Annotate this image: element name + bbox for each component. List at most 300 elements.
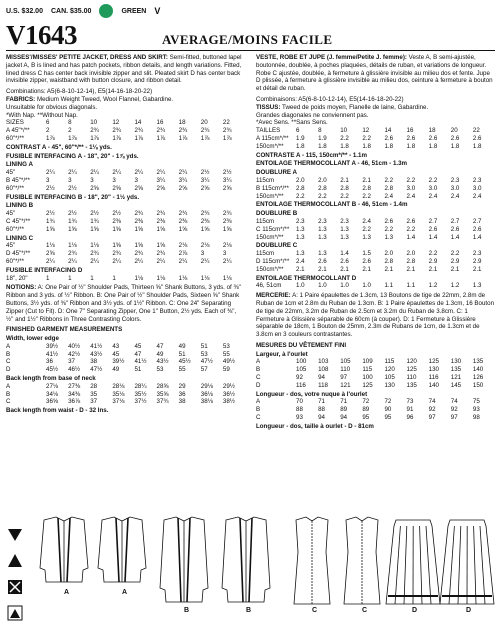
measurement-cell: 118 (318, 382, 340, 390)
yardage-cell: 2¼ (68, 258, 90, 266)
back-length-cell: 36⅞ (68, 398, 90, 406)
yardage-cell: 1.3 (296, 226, 318, 234)
yardage-cell: 1⅝ (201, 226, 223, 234)
measurement-cell: 94 (318, 374, 340, 382)
back-length-cell: 38 (179, 398, 201, 406)
yardage-cell: 1.3 (362, 234, 384, 242)
yardage-section: DOUBLURE C (256, 242, 495, 250)
back-length-cell: 74 (429, 398, 451, 406)
measurement-cell: 57 (201, 366, 223, 374)
english-column (6, 54, 245, 415)
back-length-cell: 70 (296, 398, 318, 406)
yardage-row (6, 169, 245, 177)
unsuitable-note: Grandes diagonales ne conviennent pas. (256, 112, 495, 120)
size-cell: 8 (318, 127, 340, 135)
fabrics-text: Tweed de poids moyen, Flanelle de laine, Gabardine. (280, 104, 428, 111)
measurement-cell: 97 (340, 374, 362, 382)
yardage-cell: 1.8 (362, 143, 384, 151)
yardage-cell: 2.4 (451, 193, 473, 201)
yardage-cell: 2.6 (362, 258, 384, 266)
yardage-section: ENTOILAGE THERMOCOLLANT B - 46, 51cm - 1.4m (256, 201, 495, 209)
yardage-label: 45" (6, 242, 46, 250)
yardage-cells (46, 258, 245, 266)
yardage-cells (46, 250, 245, 258)
size-cell: 16 (407, 127, 429, 135)
back-length-row-label: B (6, 391, 46, 399)
yardage-cell: 2.4 (362, 218, 384, 226)
yardage-cell: 1 (112, 275, 134, 283)
yardage-label: B 115cm*/** (256, 185, 296, 193)
yardage-cell: 2¼ (157, 258, 179, 266)
measurement-cell: 45½ (179, 358, 201, 366)
measurement-cell: 55 (179, 366, 201, 374)
description-title: VESTE, ROBE ET JUPE (J. femme/Petite J. femme): (256, 54, 407, 61)
yardage-section: CONTRAST A - 45", 60"*/** - 1⅛ yds. (6, 144, 245, 152)
back-length-cell: 71 (318, 398, 340, 406)
yardage-cell: 1⅝ (134, 226, 156, 234)
yardage-cell: 2⅝ (201, 185, 223, 193)
yardage-cell: 1⅛ (201, 275, 223, 283)
yardage-cell: 2¼ (90, 169, 112, 177)
measurement-cell: 49 (112, 366, 134, 374)
view-label: B (184, 607, 189, 614)
yardage-cell: 1⅝ (179, 226, 201, 234)
yardage-cell: 2¼ (201, 258, 223, 266)
back-length-cell: 29 (179, 383, 201, 391)
back-length-row-label: B (256, 406, 296, 414)
yardage-cell: 3.0 (473, 185, 495, 193)
measurement-cell: 125 (407, 366, 429, 374)
fabrics-text: Medium Weight Tweed, Wool Flannel, Gabardine. (35, 96, 173, 103)
yardage-row (256, 282, 495, 290)
yardage-label: 115cm (256, 250, 296, 258)
yardage-cell: 2¾ (201, 127, 223, 135)
measurement-cell: 43½ (90, 351, 112, 359)
back-length-cell: 96 (407, 414, 429, 422)
size-cell: 20 (201, 119, 223, 127)
size-cell: 6 (46, 119, 68, 127)
yardage-row (6, 185, 245, 193)
yardage-cells (46, 169, 245, 177)
size-cell: 6 (296, 127, 318, 135)
measurement-cell: 135 (451, 366, 473, 374)
yardage-cell: 2¾ (134, 250, 156, 258)
yardage-cell: 3 (201, 250, 223, 258)
measurement-cell: 100 (296, 358, 318, 366)
measurement-cell: 115 (384, 358, 406, 366)
yardage-row (256, 250, 495, 258)
back-length-cell: 91 (407, 406, 429, 414)
yardage-cell: 1.9 (296, 135, 318, 143)
yardage-cell: 2.6 (451, 226, 473, 234)
yardage-row (6, 242, 245, 250)
yardage-cell: 2.1 (407, 266, 429, 274)
yardage-cell: 2.2 (296, 193, 318, 201)
yardage-cell: 3¼ (179, 177, 201, 185)
measurement-cell: 46½ (68, 366, 90, 374)
yardage-cell: 2¼ (179, 169, 201, 177)
yardage-section: FUSIBLE INTERFACING A - 18", 20" - 1⅞ yds. (6, 153, 245, 161)
back-length-cell: 93 (296, 414, 318, 422)
measurement-cell: 51 (179, 351, 201, 359)
yardage-cell: 1 (90, 275, 112, 283)
back-length-row (256, 406, 495, 414)
yardage-cell: 2¾ (90, 250, 112, 258)
back-length-row-label: C (6, 398, 46, 406)
yardage-section: LINING A (6, 161, 245, 169)
yardage-cell: 2.6 (473, 135, 495, 143)
measurement-cells (46, 351, 245, 359)
measurement-cell: 103 (318, 358, 340, 366)
yardage-cells (46, 275, 245, 283)
back-length-cell: 28⅝ (157, 383, 179, 391)
back-length-cell: 28⅛ (112, 383, 134, 391)
yardage-cell: 1.2 (429, 282, 451, 290)
yardage-cell: 2¼ (157, 169, 179, 177)
yardage-section: ENTOILAGE THERMOCOLLANT A - 46, 51cm - 1.3m (256, 160, 495, 168)
back-length-cell: 34⅜ (68, 391, 90, 399)
price-line (6, 4, 160, 18)
measurements-title: FINISHED GARMENT MEASUREMENTS (6, 326, 245, 334)
yardage-cell: 2.6 (384, 218, 406, 226)
yardage-cells (296, 282, 495, 290)
measurement-cell: 125 (362, 382, 384, 390)
yardage-cell: 2⅝ (179, 185, 201, 193)
yardage-section: ENTOILAGE THERMOCOLLANT D (256, 275, 495, 283)
size-cell: 12 (112, 119, 134, 127)
yardage-row (6, 127, 245, 135)
yardage-cell: 2⅛ (223, 242, 245, 250)
view-label: A (122, 589, 127, 596)
yardage-cell: 1⅛ (46, 242, 68, 250)
yardage-cell: 2 (68, 127, 90, 135)
back-length-cell: 37¾ (157, 398, 179, 406)
yardage-cell: 2½ (90, 210, 112, 218)
yardage-cell: 2¼ (68, 169, 90, 177)
yardage-cell: 1.3 (340, 234, 362, 242)
yardage-cell: 1.8 (473, 143, 495, 151)
measurement-cell: 130 (451, 358, 473, 366)
yardage-row (6, 250, 245, 258)
measurement-cell: 49 (179, 343, 201, 351)
back-length-cell: 36 (179, 391, 201, 399)
yardage-cell: 1⅞ (179, 135, 201, 143)
back-length-cell: 89 (362, 406, 384, 414)
back-length-row (6, 391, 245, 399)
yardage-label: 150cm*/** (256, 266, 296, 274)
yardage-cell: 1⅞ (68, 135, 90, 143)
back-length-cell: 73 (407, 398, 429, 406)
yardage-cell: 3.0 (429, 185, 451, 193)
yardage-cell: 1⅞ (201, 135, 223, 143)
measurement-cells (296, 358, 495, 366)
yardage-cell: 2.0 (384, 250, 406, 258)
yardage-cell: 1¾ (46, 218, 68, 226)
yardage-cell: 2¼ (46, 258, 68, 266)
yardage-cell: 1⅝ (46, 226, 68, 234)
yardage-cell: 2.2 (429, 250, 451, 258)
yardage-cell: 2.8 (340, 185, 362, 193)
yardage-label: 45" (6, 169, 46, 177)
measurement-cell: 125 (429, 358, 451, 366)
yardage-cell: 1 (68, 275, 90, 283)
measurement-label: B (256, 366, 296, 374)
yardage-cell: 1.3 (340, 226, 362, 234)
yardage-cell: 2.4 (384, 193, 406, 201)
yardage-cell: 3 (68, 177, 90, 185)
yardage-label: 46, 51cm (256, 282, 296, 290)
yardage-cell: 1⅞ (134, 135, 156, 143)
yardage-cells (46, 218, 245, 226)
yardage-cell: 1.1 (407, 282, 429, 290)
yardage-label: 45" (6, 210, 46, 218)
yardage-cell: 2.8 (384, 185, 406, 193)
yardage-cells (46, 242, 245, 250)
yardage-row (6, 135, 245, 143)
measurement-cell: 116 (296, 382, 318, 390)
back-length-cells (296, 406, 495, 414)
measurement-row (6, 358, 245, 366)
yardage-cell: 1.3 (384, 234, 406, 242)
yardage-cell: 2.6 (407, 135, 429, 143)
back-length-cell: 36½ (223, 391, 245, 399)
measurement-cell: 135 (407, 382, 429, 390)
yardage-cell: 2½ (46, 185, 68, 193)
yardage-cell: 1.4 (473, 234, 495, 242)
back-length-cell: 29½ (223, 383, 245, 391)
back-length-cell: 72 (384, 398, 406, 406)
yardage-cell: 2.9 (429, 258, 451, 266)
measurement-cell: 115 (362, 366, 384, 374)
yardage-cell: 2¼ (134, 169, 156, 177)
measurement-cells (296, 382, 495, 390)
back-length-cells (46, 398, 245, 406)
measurement-cell: 135 (473, 358, 495, 366)
yardage-cell: 2⅝ (112, 185, 134, 193)
measurement-label: D (256, 382, 296, 390)
measurement-cell: 45 (112, 351, 134, 359)
yardage-cell: 2.2 (429, 177, 451, 185)
measurement-cell: 43 (112, 343, 134, 351)
measurement-cell: 49 (157, 351, 179, 359)
yardage-cell: 1⅞ (46, 135, 68, 143)
yardage-cell: 2½ (68, 210, 90, 218)
back-length-row (256, 398, 495, 406)
yardage-cell: 1⅝ (157, 242, 179, 250)
yardage-cell: 2.2 (407, 226, 429, 234)
sizes-label: SIZES (6, 119, 46, 127)
width-label: Width, lower edge (6, 335, 245, 343)
yardage-cell: 2.8 (296, 185, 318, 193)
combinations: Combinations: A5(6-8-10-12-14), E5(14-16-18-20-22) (6, 88, 245, 96)
back-length-cells (296, 414, 495, 422)
back-length-cell: 92 (451, 406, 473, 414)
yardage-cell: 1.4 (429, 234, 451, 242)
back-length-row (6, 383, 245, 391)
measurement-cell: 140 (429, 382, 451, 390)
yardage-cell: 2.1 (362, 266, 384, 274)
yardage-cell: 2⅝ (157, 185, 179, 193)
yardage-cell: 3¼ (201, 177, 223, 185)
back-length-cells (296, 398, 495, 406)
measurement-cell: 47½ (90, 366, 112, 374)
yardage-cell: 1⅝ (112, 242, 134, 250)
size-cell: 16 (157, 119, 179, 127)
yardage-cell: 2½ (201, 169, 223, 177)
yardage-cell: 1.3 (296, 250, 318, 258)
yardage-cell: 1.9 (318, 135, 340, 143)
size-cell: 10 (90, 119, 112, 127)
yardage-cell: 2¾ (157, 127, 179, 135)
yardage-cells (296, 226, 495, 234)
yardage-cell: 2⅜ (179, 218, 201, 226)
measurement-row (6, 343, 245, 351)
view-label: D (466, 607, 471, 614)
yardage-cell: 2.7 (473, 218, 495, 226)
yardage-cell: 2¼ (112, 169, 134, 177)
yardage-cell: 2.3 (473, 177, 495, 185)
measurement-cell: 109 (362, 358, 384, 366)
yardage-cell: 2.1 (340, 177, 362, 185)
measurement-row (6, 366, 245, 374)
yardage-cell: 2.2 (407, 177, 429, 185)
yardage-cell: 1⅛ (90, 242, 112, 250)
yardage-cell: 1.8 (407, 143, 429, 151)
yardage-cells (46, 177, 245, 185)
size-cell: 14 (384, 127, 406, 135)
yardage-cell: 1⅛ (157, 275, 179, 283)
measurement-cell: 59 (223, 366, 245, 374)
yardage-cell: 2.2 (362, 193, 384, 201)
measurement-cell: 140 (473, 366, 495, 374)
yardage-cell: 2⅜ (134, 218, 156, 226)
yardage-cell: 2⅜ (223, 218, 245, 226)
green-label: GREEN (121, 8, 146, 15)
yardage-cell: 3¼ (157, 177, 179, 185)
back-length-cell: 92 (429, 406, 451, 414)
yardage-cell: 1.5 (362, 250, 384, 258)
yardage-cell: 1⅛ (223, 275, 245, 283)
measurement-row (256, 358, 495, 366)
measurement-cell: 53 (201, 351, 223, 359)
size-cell: 12 (362, 127, 384, 135)
size-cell: 18 (429, 127, 451, 135)
fabrics (6, 96, 245, 104)
yardage-row (6, 218, 245, 226)
measurement-label: D (6, 366, 46, 374)
yardage-cell: 1.3 (318, 234, 340, 242)
yardage-cell: 2½ (46, 210, 68, 218)
yardage-cell: 1.0 (296, 282, 318, 290)
sizes-row (6, 119, 245, 127)
yardage-cell: 3 (46, 177, 68, 185)
yardage-label: D 45"*/** (6, 250, 46, 258)
back-length-row-label: C (256, 414, 296, 422)
yardage-cell: 1⅝ (157, 226, 179, 234)
price-can: CAN. $35.00 (51, 8, 91, 15)
yardage-cell: 2.2 (362, 226, 384, 234)
back-length-cell: 93 (473, 406, 495, 414)
yardage-cell: 1⅛ (68, 242, 90, 250)
measurement-cell: 51 (201, 343, 223, 351)
back-length-cell: 90 (384, 406, 406, 414)
yardage-cell: 2¾ (112, 250, 134, 258)
measurement-label: C (256, 374, 296, 382)
back-length-cell: 35½ (134, 391, 156, 399)
yardage-label: C 45"*/** (6, 218, 46, 226)
difficulty-level: AVERAGE/MOINS FACILE (162, 32, 332, 48)
measurement-cell: 53 (223, 343, 245, 351)
measurement-cell: 120 (407, 358, 429, 366)
measurement-cell: 47 (157, 343, 179, 351)
yardage-cell: 1.0 (318, 282, 340, 290)
back-length-cell: 88 (318, 406, 340, 414)
yardage-cell: 2¼ (46, 169, 68, 177)
measurement-cell: 45 (134, 343, 156, 351)
yardage-cell: 2¾ (68, 250, 90, 258)
yardage-cell: 1⅝ (90, 226, 112, 234)
yardage-cell: 1.2 (451, 282, 473, 290)
yardage-cell: 3.0 (451, 185, 473, 193)
yardage-cell: 2¼ (134, 258, 156, 266)
yardage-cell: 3 (134, 177, 156, 185)
measurement-cell: 53 (157, 366, 179, 374)
back-length-cell: 38⅛ (201, 398, 223, 406)
measurement-cell: 47½ (201, 358, 223, 366)
yardage-cell: 2.6 (407, 218, 429, 226)
measurement-cell: 116 (429, 374, 451, 382)
notions-text: A: One Pair of ½" Shoulder Pads, Thirteen ⅝" Shank Buttons, 3 yds. of ⅜" Ribbon and 3 yds. of ½" Ribbon. B: One Pair of ½" Shoulder Pads, Sixteen ⅝" Shank Buttons, 3½ yds. of ⅜" Ribbon and 3½ yds. of 1½" Ribbon. C: One 24" Separating Zipper (Cut to Fit). D: One 7" Separating Zipper, One 1" Button, 2½ yds. Each of ⅜", ½" and 1½" Ribbons in Three Contrasting Colors. (6, 284, 241, 322)
yardage-label: 150cm*/** (256, 234, 296, 242)
yardage-cell: 2¾ (223, 127, 245, 135)
yardage-cell: 1.8 (384, 143, 406, 151)
measurement-cell: 39½ (46, 343, 68, 351)
measurement-cell: 51 (134, 366, 156, 374)
back-length-cell: 94 (318, 414, 340, 422)
yardage-row (256, 135, 495, 143)
size-cell: 18 (179, 119, 201, 127)
header-rule (6, 50, 495, 51)
size-cell: 22 (223, 119, 245, 127)
yardage-row (256, 218, 495, 226)
yardage-cell: 2.1 (473, 266, 495, 274)
yardage-cell: 1.0 (340, 282, 362, 290)
measurement-row (6, 351, 245, 359)
view-label: A (64, 589, 69, 596)
yardage-cell: 2.6 (384, 135, 406, 143)
measurement-label: A (256, 358, 296, 366)
yardage-cell: 2.1 (296, 266, 318, 274)
yardage-label: 60"*/** (6, 258, 46, 266)
yardage-cell: 2.6 (318, 258, 340, 266)
yardage-label: 60"*/** (6, 185, 46, 193)
yardage-cell: 2⅞ (179, 250, 201, 258)
yardage-label: 60"*/** (6, 135, 46, 143)
yardage-row (256, 143, 495, 151)
yardage-cell: 1⅝ (134, 242, 156, 250)
yardage-cell: 2.7 (451, 218, 473, 226)
measurement-cell: 105 (340, 358, 362, 366)
notions-label: MERCERIE: (256, 292, 291, 299)
measurement-label: A (6, 343, 46, 351)
yardage-cell: 2.2 (384, 177, 406, 185)
measurement-cell: 100 (362, 374, 384, 382)
nap-note: *Avec Sens. **Sans Sens. (256, 119, 495, 127)
yardage-cell: 1⅞ (157, 135, 179, 143)
measurement-cell: 41½ (90, 343, 112, 351)
yardage-cell: 2¾ (134, 210, 156, 218)
price-us: U.S. $32.00 (6, 8, 43, 15)
